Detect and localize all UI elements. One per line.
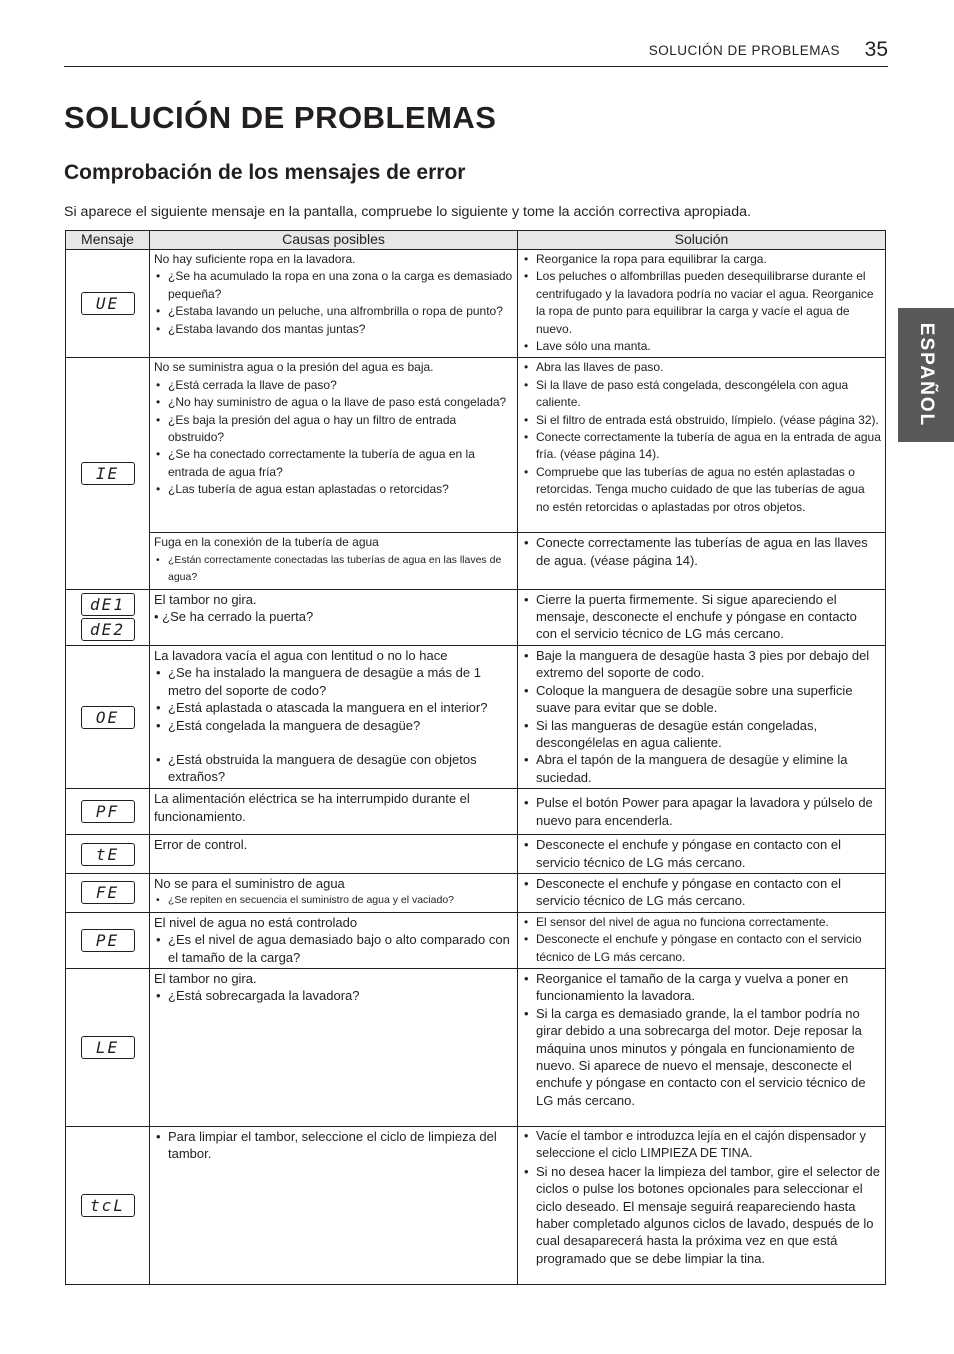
cause-cell [150, 358, 518, 533]
running-header [64, 40, 888, 67]
solution-list [522, 875, 881, 910]
error-code-display: IE [81, 462, 135, 485]
table-row [66, 789, 886, 835]
list-item: • Abra el tapón de la manguera de desagüe y elimine la suciedad. [522, 751, 881, 786]
cause-heading: No se suministra agua o la presión del agua es baja. [154, 360, 434, 375]
error-messages-table [65, 230, 886, 1285]
cause-cell [150, 250, 518, 358]
list-item: • Conecte correctamente la tubería de agua en la entrada de agua fría. (véase página 14). [522, 429, 881, 464]
solution-list [522, 647, 881, 786]
cause-cell [150, 645, 518, 788]
list-item: • Si la carga es demasiado grande, la el tambor podría no girar debido a una sobrecarga del motor. Deje reposar la máquina unos minutos y póngala en funcionamiento de nuevo. Si aparece de nuevo el mensaje, desconecte el enchufe y póngase en contacto con el servicio técnico de LG más cercano. [522, 1005, 881, 1109]
table-row [66, 968, 886, 1126]
solution-cell [518, 835, 886, 874]
error-code-display: PF [81, 800, 135, 823]
cause-cell [150, 912, 518, 968]
cause-list [154, 268, 513, 338]
solution-list [522, 359, 881, 516]
spacer [154, 734, 513, 751]
list-item: • Para limpiar el tambor, seleccione el ciclo de limpieza del tambor. [154, 1128, 513, 1163]
list-item: • Si la llave de paso está congelada, descongélela con agua caliente. [522, 377, 881, 412]
message-cell [66, 912, 150, 968]
header-section-title: SOLUCIÓN DE PROBLEMAS [648, 43, 840, 58]
cause-cell [150, 873, 518, 912]
message-cell [66, 589, 150, 645]
list-item: • Si no desea hacer la limpieza del tambor, gire el selector de ciclos o pulse los botones opcionales para seleccionar el ciclo deseado. El mensaje seguirá reapareciendo hasta haber completado algunos ciclos de lavado, después de lo cual desaparecerá hasta la próxima vez en que está programado que se debe limpiar la tina. [522, 1163, 881, 1267]
list-item: • Abra las llaves de paso. [522, 359, 881, 376]
list-item: • ¿Está obstruida la manguera de desagüe con objetos extraños? [154, 751, 513, 786]
list-item: • ¿Estaba lavando dos mantas juntas? [154, 321, 513, 338]
error-code-display: dE1 [81, 593, 135, 616]
solution-list [522, 970, 881, 1109]
solution-cell [518, 873, 886, 912]
solution-cell [518, 912, 886, 968]
language-tab-label: ESPAÑOL [916, 322, 937, 428]
list-item: • ¿No hay suministro de agua o la llave de paso está congelada? [154, 394, 513, 411]
message-cell [66, 835, 150, 874]
solution-cell [518, 1126, 886, 1284]
table-row [66, 645, 886, 788]
solution-cell [518, 789, 886, 835]
table-row [66, 250, 886, 358]
section-title: Comprobación de los mensajes de error [64, 161, 466, 184]
cause-list [154, 664, 513, 734]
header-message: Mensaje [66, 231, 150, 250]
cause-heading: El nivel de agua no está controlado [154, 914, 358, 930]
list-item: • Lave sólo una manta. [522, 338, 881, 355]
cause-list [154, 751, 513, 786]
cause-cell [150, 1126, 518, 1284]
solution-cell [518, 968, 886, 1126]
message-cell [66, 250, 150, 358]
cause-list [154, 987, 513, 1004]
list-item: • Conecte correctamente las tuberías de agua en las llaves de agua. (véase página 14). [522, 534, 881, 569]
list-item: • Si el filtro de entrada está obstruido, límpielo. (véase página 32). [522, 412, 881, 429]
list-item: • ¿Se repiten en secuencia el suministro de agua y el vaciado? [154, 892, 513, 909]
list-item: • Reorganice el tamaño de la carga y vuelva a poner en funcionamiento la lavadora. [522, 970, 881, 1005]
page-number: 35 [864, 38, 888, 61]
solution-cell [518, 250, 886, 358]
language-tab [898, 308, 954, 442]
list-item: • ¿Están correctamente conectadas las tuberías de agua en las llaves de agua? [154, 552, 513, 587]
error-code-display: tE [81, 843, 135, 866]
list-item: • ¿Es el nivel de agua demasiado bajo o alto comparado con el tamaño de la carga? [154, 931, 513, 966]
cause-list [154, 552, 513, 587]
list-item: • Reorganice la ropa para equilibrar la carga. [522, 251, 881, 268]
error-code-display: OE [81, 706, 135, 729]
cause-cell [150, 968, 518, 1126]
cause-heading: No se para el suministro de agua [154, 875, 345, 891]
error-code-display: dE2 [81, 618, 135, 641]
message-cell [66, 968, 150, 1126]
list-item: • ¿Es baja la presión del agua o hay un filtro de entrada obstruido? [154, 412, 513, 447]
intro-text: Si aparece el siguiente mensaje en la pantalla, compruebe lo siguiente y tome la acción correctiva apropiada. [64, 204, 751, 220]
cause-list [154, 1128, 513, 1163]
cause-heading: Fuga en la conexión de la tubería de agua [154, 535, 379, 550]
list-item: • Pulse el botón Power para apagar la lavadora y púlselo de nuevo para encenderla. [522, 794, 881, 829]
list-item: • Coloque la manguera de desagüe sobre una superficie suave para evitar que se doble. [522, 682, 881, 717]
list-item: • ¿Se ha instalado la manguera de desagüe a más de 1 metro del soporte de codo? [154, 664, 513, 699]
solution-cell [518, 358, 886, 533]
solution-list [522, 534, 881, 569]
solution-list [522, 251, 881, 355]
cause-heading: Error de control. [154, 837, 248, 853]
list-item: • Baje la manguera de desagüe hasta 3 pies por debajo del extremo del soporte de codo. [522, 647, 881, 682]
list-item: • Desconecte el enchufe y póngase en contacto con el servicio técnico de LG más cercano. [522, 931, 881, 966]
table-row [66, 873, 886, 912]
list-item: • ¿Se ha conectado correctamente la tubería de agua en la entrada de agua fría? [154, 446, 513, 481]
cause-heading: El tambor no gira. [154, 970, 257, 986]
solution-cell [518, 589, 886, 645]
table-row [66, 589, 886, 645]
solution-list [522, 836, 881, 871]
list-item: • Si las mangueras de desagüe están congeladas, descongélelas en agua caliente. [522, 717, 881, 752]
list-item: • ¿Está cerrada la llave de paso? [154, 377, 513, 394]
list-item: • Desconecte el enchufe y póngase en contacto con el servicio técnico de LG más cercano. [522, 875, 881, 910]
error-code-display: LE [81, 1036, 135, 1059]
table-row [66, 533, 886, 589]
cause-heading: No hay suficiente ropa en la lavadora. [154, 252, 356, 266]
error-code-display: UE [81, 292, 135, 315]
cause-list [154, 931, 513, 966]
solution-list [522, 591, 881, 643]
list-item: • ¿Se ha acumulado la ropa en una zona o la carga es demasiado pequeña? [154, 268, 513, 303]
list-item: • ¿Estaba lavando un peluche, una alfrombrilla o ropa de punto? [154, 303, 513, 320]
message-cell [66, 645, 150, 788]
solution-cell [518, 533, 886, 589]
cause-heading: La alimentación eléctrica se ha interrumpido durante el funcionamiento. [154, 791, 470, 824]
page-title: SOLUCIÓN DE PROBLEMAS [64, 100, 497, 135]
list-item: • Desconecte el enchufe y póngase en contacto con el servicio técnico de LG más cercano. [522, 836, 881, 871]
table-row [66, 912, 886, 968]
message-cell [66, 789, 150, 835]
cause-list [154, 377, 513, 499]
header-causes: Causas posibles [150, 231, 518, 250]
cause-heading: La lavadora vacía el agua con lentitud o no lo hace [154, 647, 448, 663]
cause-cell [150, 789, 518, 835]
message-cell [66, 358, 150, 589]
solution-list [522, 794, 881, 829]
cause-cell [150, 835, 518, 874]
error-code-display: PE [81, 929, 135, 952]
list-item: • Los peluches o alfombrillas pueden desequilibrarse durante el centrifugado y la lavadora podría no vaciar el agua. Reorganice la ropa de punto para equilibrar la carga y vacíe el agua de nuevo. [522, 268, 881, 338]
list-item: • Compruebe que las tuberías de agua no estén aplastadas o retorcidas. Tenga mucho cuidado de que las tuberías de agua no estén retorcidas o aplastadas por otros objetos. [522, 464, 881, 516]
list-item: • ¿Las tubería de agua estan aplastadas o retorcidas? [154, 481, 513, 498]
list-item: • ¿Está congelada la manguera de desagüe? [154, 717, 513, 734]
cause-list [154, 892, 513, 909]
list-item: • El sensor del nivel de agua no funciona correctamente. [522, 914, 881, 931]
solution-cell [518, 645, 886, 788]
table-header-row [66, 231, 886, 250]
header-solution: Solución [518, 231, 886, 250]
table-row [66, 358, 886, 533]
cause-cell [150, 589, 518, 645]
message-cell [66, 1126, 150, 1284]
error-code-display: tcL [81, 1194, 135, 1217]
solution-list [522, 1128, 881, 1267]
list-item: • Cierre la puerta firmemente. Si sigue apareciendo el mensaje, desconecte el enchufe y póngase en contacto con el servicio técnico de LG más cercano. [522, 591, 881, 643]
message-cell [66, 873, 150, 912]
table-row [66, 1126, 886, 1284]
cause-heading: El tambor no gira. [154, 591, 257, 607]
table-row [66, 835, 886, 874]
list-item: • ¿Está aplastada o atascada la manguera en el interior? [154, 699, 513, 716]
list-item: • ¿Está sobrecargada la lavadora? [154, 987, 513, 1004]
cause-cell [150, 533, 518, 589]
solution-list [522, 914, 881, 966]
list-item: • Vacíe el tambor e introduzca lejía en el cajón dispensador y seleccione el ciclo LIMPIEZA DE TINA. [522, 1128, 881, 1163]
error-code-display: FE [81, 881, 135, 904]
cause-inline-item: • ¿Se ha cerrado la puerta? [154, 609, 314, 625]
